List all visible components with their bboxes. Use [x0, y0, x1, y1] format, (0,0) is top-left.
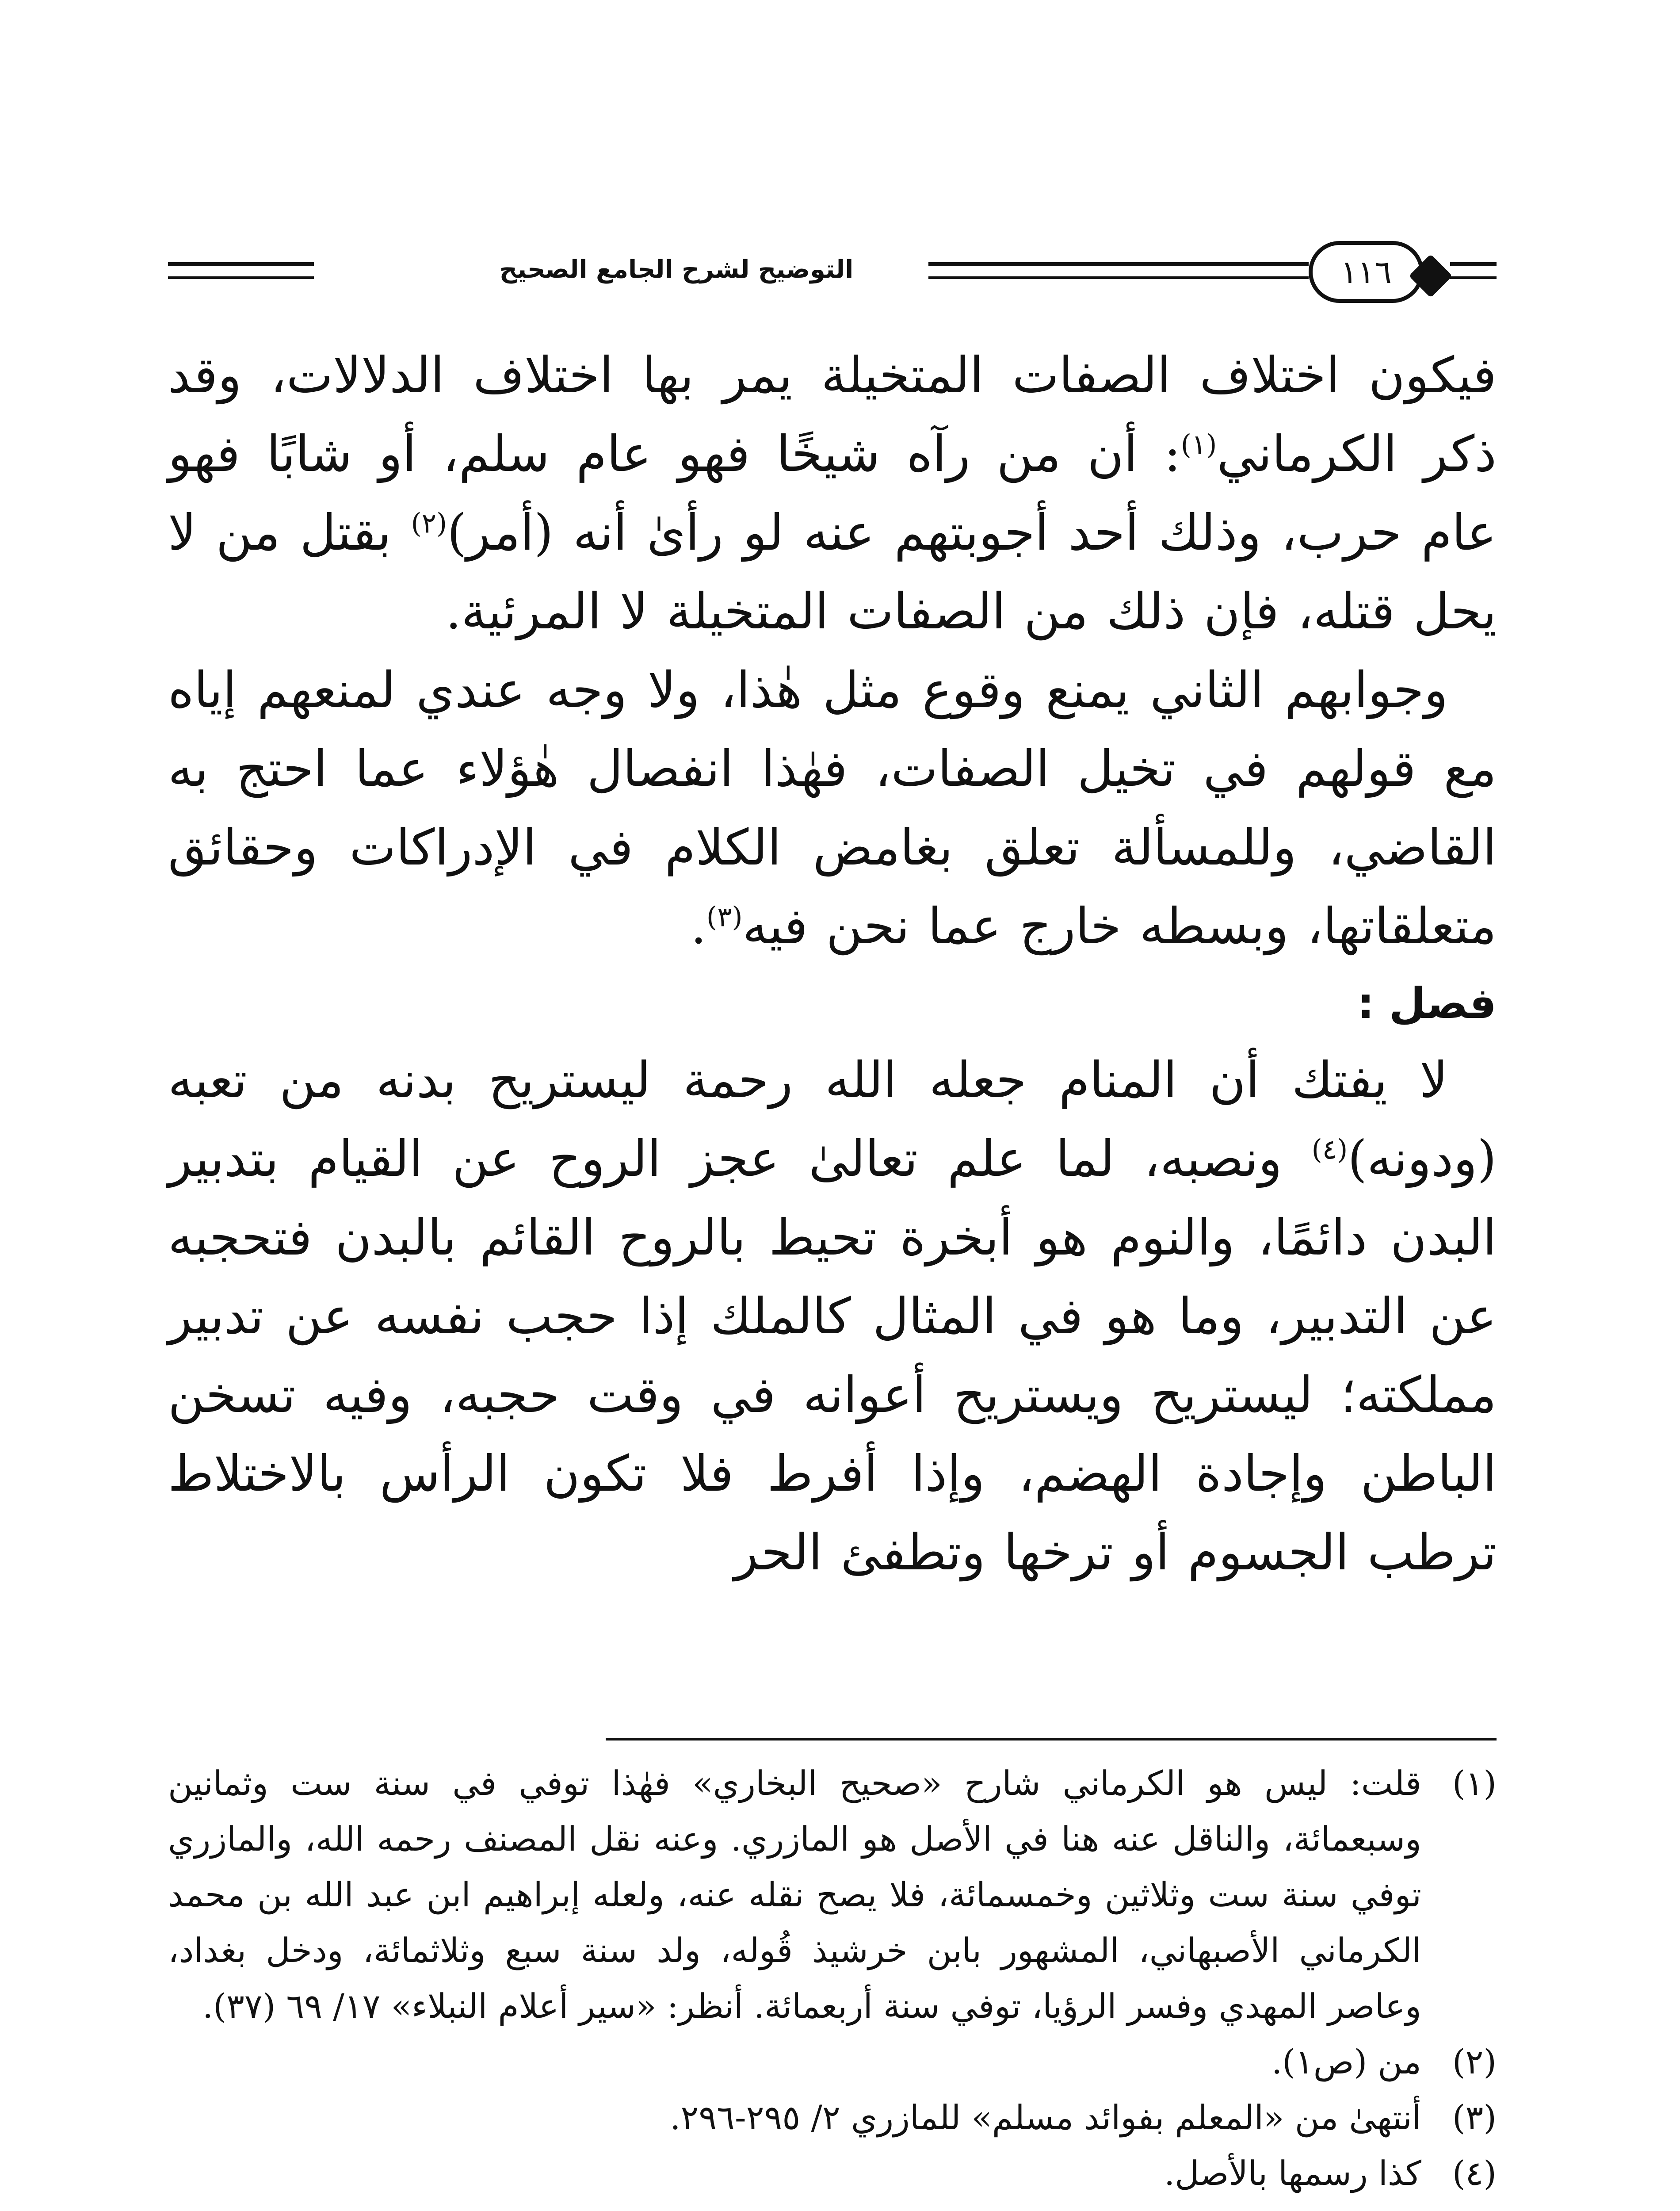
footnote-1 — [168, 1756, 1497, 2034]
footnote-ref-2[interactable]: (٢) — [411, 507, 447, 539]
paragraph-2 — [168, 651, 1497, 966]
header-rule-middle-top — [928, 262, 1309, 266]
footnote-ref-3[interactable]: (٣) — [706, 900, 743, 933]
footnote-separator — [606, 1738, 1497, 1740]
paragraph-1-text-a: فيكون اختلاف الصفات المتخيلة يمر بها اختلاف الدلالات، وقد ذكر الكرماني — [168, 347, 1497, 483]
paragraph-1-text-c: بقتل من لا يحل قتله، فإن ذلك من الصفات المتخيلة لا المرئية. — [168, 504, 1497, 640]
footnote-2 — [168, 2034, 1497, 2090]
footnote-marker: (٢) — [1452, 2042, 1497, 2081]
paragraph-1-text-b: : أن من رآه شيخًا فهو عام سلم، أو شابًا فهو عام حرب، وذلك أحد أجوبتهم عنه لو رأىٰ أنه (أمر) — [168, 425, 1497, 562]
section-heading: فصل : — [1357, 979, 1497, 1028]
header-rule-left-bottom — [168, 276, 314, 279]
footnote-ref-4[interactable]: (٤) — [1311, 1133, 1348, 1166]
paragraph-2-end: . — [691, 898, 706, 955]
footnote-3 — [168, 2090, 1497, 2146]
footnote-text: قلت: ليس هو الكرماني شارح «صحيح البخاري» فهٰذا توفي في سنة ست وثمانين وسبعمائة، والناقل عنه هنا في الأصل هو المازري. وعنه نقل المصنف رحمه الله، والمازري توفي سنة ست وثلاثين وخمسمائة، فلا يصح نقله عنه، ولعله إبراهيم ابن عبد الله بن محمد الكرماني الأصبهاني، المشهور بابن خرشيذ قُوله، ولد سنة سبع وثلاثمائة، ودخل بغداد، وعاصر المهدي وفسر الرؤيا، توفي سنة أربعمائة. أنظر: «سير أعلام النبلاء» ١٧/ ٦٩ (٣٧). — [168, 1763, 1421, 2026]
footnote-text: أنتهىٰ من «المعلم بفوائد مسلم» للمازري ٢/ ٢٩٥-٢٩٦. — [670, 2098, 1421, 2137]
footnote-text: من (ص١). — [1271, 2042, 1421, 2081]
footnote-4 — [168, 2146, 1497, 2201]
page-header — [168, 241, 1497, 303]
footnote-marker: (١) — [1452, 1763, 1497, 1803]
footnote-ref-1[interactable]: (١) — [1180, 428, 1217, 461]
page-number-badge — [1309, 241, 1424, 303]
paragraph-3 — [168, 1041, 1497, 1592]
page-number: ١١٦ — [1340, 253, 1392, 291]
header-rule-middle-bottom — [928, 276, 1309, 279]
running-title: التوضيح لشرح الجامع الصحيح — [499, 255, 854, 284]
header-rule-right-top — [1450, 262, 1497, 266]
main-text — [168, 336, 1497, 1592]
paragraph-1 — [168, 336, 1497, 651]
footnote-marker: (٤) — [1452, 2154, 1497, 2193]
paragraph-3-text-a: لا يفتك أن المنام جعله الله رحمة ليستريح بدنه من تعبه (ودونه) — [168, 1052, 1497, 1188]
header-rule-left-top — [168, 262, 314, 266]
footnote-marker: (٣) — [1452, 2098, 1497, 2137]
paragraph-2-text: وجوابهم الثاني يمنع وقوع مثل هٰذا، ولا وجه عندي لمنعهم إياه مع قولهم في تخيل الصفات، فهٰذا انفصال هٰؤلاء عما احتج به القاضي، وللمسألة تعلق بغامض الكلام في الإدراكات وحقائق متعلقاتها، وبسطه خارج عما نحن فيه — [168, 662, 1497, 955]
footnote-text: كذا رسمها بالأصل. — [1164, 2154, 1421, 2193]
footnotes — [168, 1756, 1497, 2201]
header-rule-right-bottom — [1450, 276, 1497, 279]
paragraph-3-text-b: ونصبه، لما علم تعالىٰ عجز الروح عن القيام بتدبير البدن دائمًا، والنوم هو أبخرة تحيط بالروح القائم بالبدن فتحجبه عن التدبير، وما هو في المثال كالملك إذا حجب نفسه عن تدبير مملكته؛ ليستريح ويستريح أعوانه في وقت حجبه، وفيه تسخن الباطن وإجادة الهضم، وإذا أفرط فلا تكون الرأس بالاختلاط ترطب الجسوم أو ترخها وتطفئ الحر — [168, 1130, 1497, 1581]
